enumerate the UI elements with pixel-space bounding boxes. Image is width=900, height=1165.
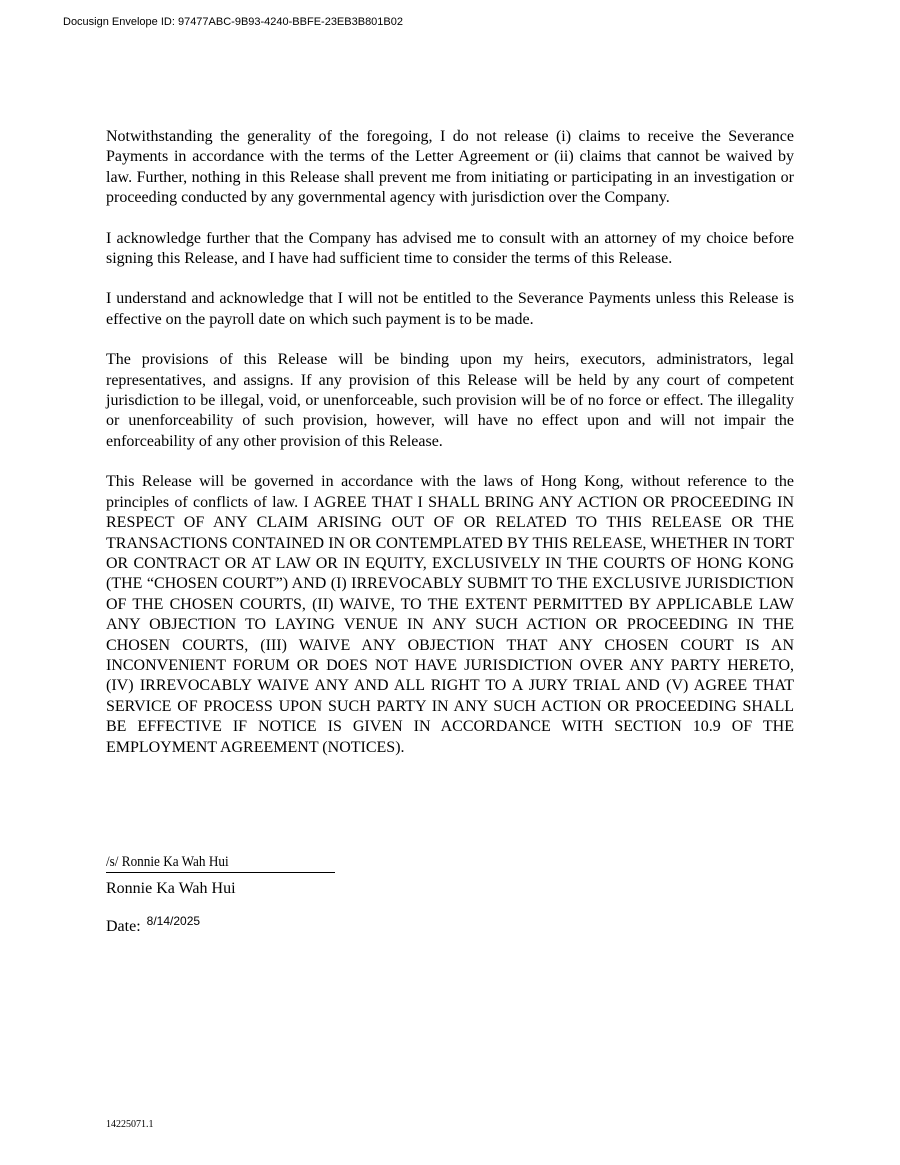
paragraph-binding-severability: The provisions of this Release will be binding upon my heirs, executors, administrators, legal representatives, and assigns. If any provision of this Release will be held by any court of competent jurisdiction to be illegal, void, or unenforceable, such provision will be of no force or effect. The illegality or unenforceability of such provision, however, will have no effect upon and will not impair the enforceability of any other provision of this Release. [106,351,794,450]
date-label: Date: [106,918,141,935]
paragraph-attorney-consultation: I acknowledge further that the Company has advised me to consult with an attorney of my choice before signing this Release, and I have had sufficient time to consider the terms of this Release. [106,229,794,268]
signature-block [106,852,335,937]
document-reference-code: 14225071.1 [106,1119,154,1130]
release-body [106,127,794,778]
signature: /s/ Ronnie Ka Wah Hui [106,854,229,870]
docusign-envelope-id: Docusign Envelope ID: 97477ABC-9B93-4240-BBFE-23EB3B801B02 [63,16,403,28]
signature-line [106,852,335,873]
signature-date-row [106,914,335,937]
signer-printed-name: Ronnie Ka Wah Hui [106,880,236,897]
date-value: 8/14/2025 [146,914,201,928]
paragraph-non-release-exceptions: Notwithstanding the generality of the foregoing, I do not release (i) claims to receive the Severance Payments in accordance with the terms of the Letter Agreement or (ii) claims that cannot be waived by law. Further, nothing in this Release shall prevent me from initiating or participating in an investigation or proceeding conducted by any governmental agency with jurisdiction over the Company. [106,128,794,207]
paragraph-governing-law: This Release will be governed in accordance with the laws of Hong Kong, without reference to the principles of conflicts of law. I AGREE THAT I SHALL BRING ANY ACTION OR PROCEEDING IN RESPECT OF ANY CLAIM ARISING OUT OF OR RELATED TO THIS RELEASE OR THE TRANSACTIONS CONTAINED IN OR CONTEMPLATED BY THIS RELEASE, WHETHER IN TORT OR CONTRACT OR AT LAW OR IN EQUITY, EXCLUSIVELY IN THE COURTS OF HONG KONG (THE “CHOSEN COURT”) AND (I) IRREVOCABLY SUBMIT TO THE EXCLUSIVE JURISDICTION OF THE CHOSEN COURTS, (II) WAIVE, TO THE EXTENT PERMITTED BY APPLICABLE LAW ANY OBJECTION TO LAYING VENUE IN ANY SUCH ACTION OR PROCEEDING IN THE CHOSEN COURTS, (III) WAIVE ANY OBJECTION THAT ANY CHOSEN COURT IS AN INCONVENIENT FORUM OR DOES NOT HAVE JURISDICTION OVER ANY PARTY HERETO, (IV) IRREVOCABLY WAIVE ANY AND ALL RIGHT TO A JURY TRIAL AND (V) AGREE THAT SERVICE OF PROCESS UPON SUCH PARTY IN ANY SUCH ACTION OR PROCEEDING SHALL BE EFFECTIVE IF NOTICE IS GIVEN IN ACCORDANCE WITH SECTION 10.9 OF THE EMPLOYMENT AGREEMENT (NOTICES). [106,473,794,756]
paragraph-severance-effectiveness: I understand and acknowledge that I will not be entitled to the Severance Payments unless this Release is effective on the payroll date on which such payment is to be made. [106,290,794,328]
